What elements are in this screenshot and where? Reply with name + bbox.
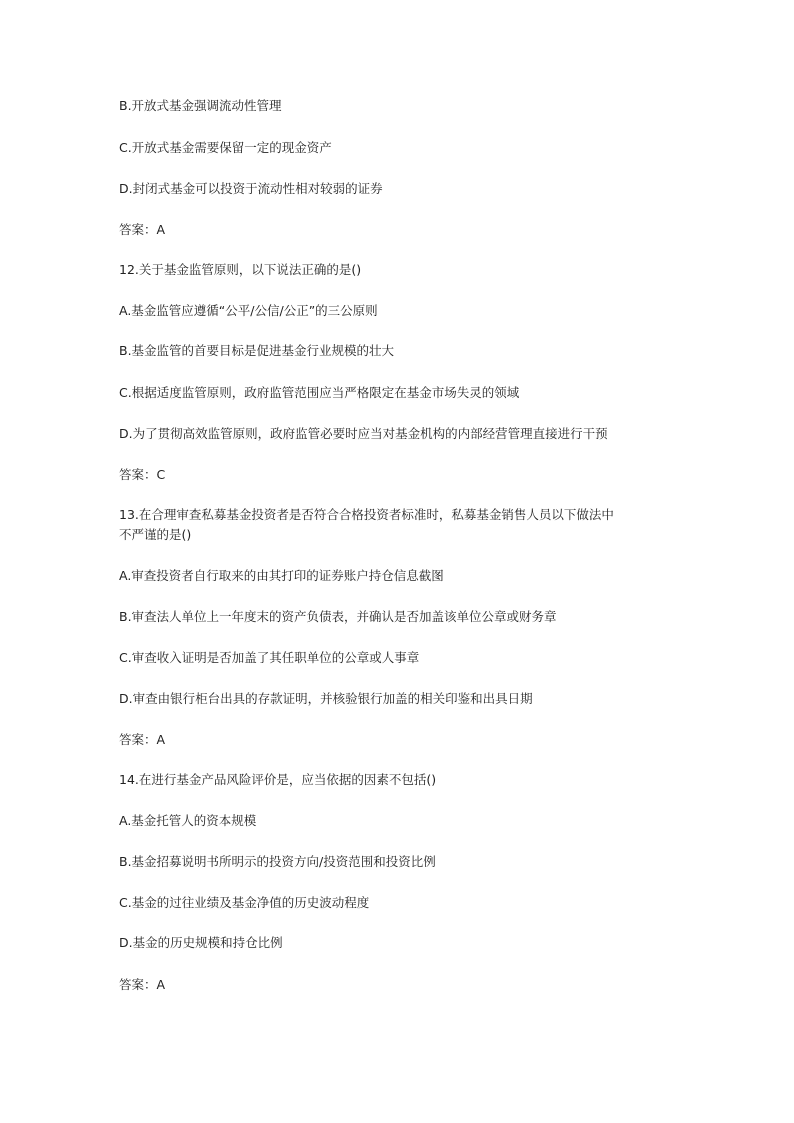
q12-answer: 答案：C [119,467,166,482]
q11-option-d: D.封闭式基金可以投资于流动性相对较弱的证券 [119,181,383,196]
q14-answer: 答案：A [119,977,166,992]
q11-answer: 答案：A [119,222,166,237]
q12-option-d: D.为了贯彻高效监管原则，政府监管必要时应当对基金机构的内部经营管理直接进行干预 [119,426,608,441]
q12-option-c: C.根据适度监管原则，政府监管范围应当严格限定在基金市场失灵的领域 [119,385,520,400]
q14-question: 14.在进行基金产品风险评价是，应当依据的因素不包括() [119,772,437,787]
q12-question: 12.关于基金监管原则，以下说法正确的是() [119,262,362,277]
q11-option-b: B.开放式基金强调流动性管理 [119,98,282,113]
q14-option-d: D.基金的历史规模和持仓比例 [119,935,283,950]
q13-question-line1: 13.在合理审查私募基金投资者是否符合合格投资者标准时，私募基金销售人员以下做法中 [119,507,614,522]
q14-option-b: B.基金招募说明书所明示的投资方向/投资范围和投资比例 [119,854,436,869]
q14-option-c: C.基金的过往业绩及基金净值的历史波动程度 [119,895,370,910]
q11-option-c: C.开放式基金需要保留一定的现金资产 [119,140,332,155]
q13-option-a: A.审查投资者自行取来的由其打印的证券账户持仓信息截图 [119,568,444,583]
q13-option-d: D.审查由银行柜台出具的存款证明，并核验银行加盖的相关印鉴和出具日期 [119,691,533,706]
q12-option-a: A.基金监管应遵循“公平/公信/公正”的三公原则 [119,303,378,318]
q13-option-b: B.审查法人单位上一年度末的资产负债表，并确认是否加盖该单位公章或财务章 [119,609,557,624]
q13-option-c: C.审查收入证明是否加盖了其任职单位的公章或人事章 [119,650,420,665]
q13-answer: 答案：A [119,732,166,747]
q13-question-line2: 不严谨的是() [119,527,192,542]
q12-option-b: B.基金监管的首要目标是促进基金行业规模的壮大 [119,343,395,358]
q14-option-a: A.基金托管人的资本规模 [119,813,257,828]
